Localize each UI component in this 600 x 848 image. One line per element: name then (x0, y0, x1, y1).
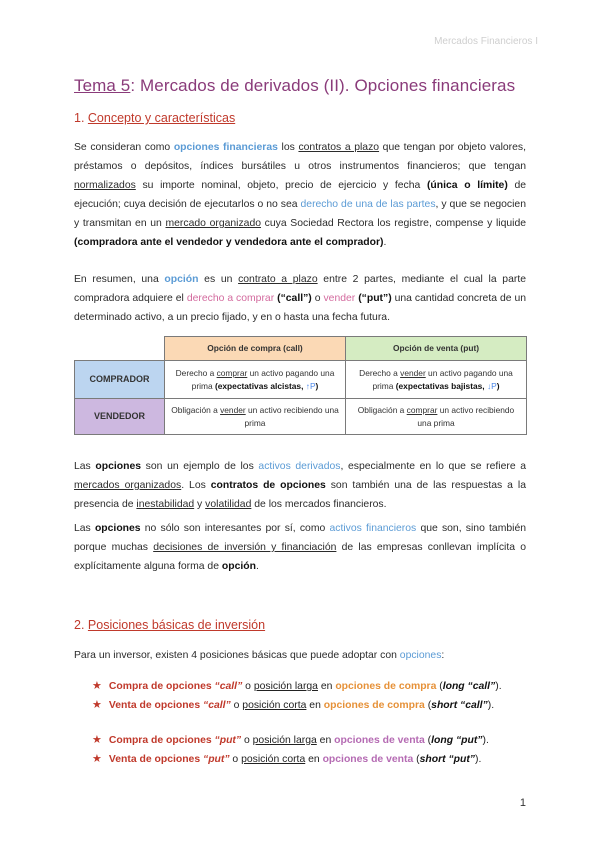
section-2-title: Posiciones básicas de inversión (87, 618, 266, 632)
term-derecho-partes: derecho de una de las partes (300, 198, 436, 210)
star-icon: ★ (92, 753, 102, 765)
bullet-list-put (92, 731, 489, 769)
paragraph-5: Para un inversor, existen 4 posiciones básicas que puede adoptar con opciones: (74, 650, 445, 661)
page-number: 1 (519, 797, 526, 809)
term-activos-derivados: activos derivados (258, 461, 341, 472)
list-item: ★ Venta de opciones “call” o posición corta en opciones de compra (short “call”). (92, 699, 495, 711)
term-put: (“put”) (358, 292, 392, 304)
list-item: ★ Compra de opciones “put” o posición larga en opciones de venta (long “put”). (92, 734, 489, 746)
section-1-number: 1. (74, 111, 88, 125)
term-contratos-opciones: contratos de opciones (210, 479, 326, 491)
table-row-comprador: COMPRADOR (75, 361, 165, 399)
list-item: ★ Venta de opciones “put” o posición corta en opciones de venta (short “put”). (92, 753, 482, 765)
title-sep: : (130, 76, 136, 95)
paragraph-2: En resumen, una opción es un contrato a plazo entre 2 partes, mediante el cual la parte compradora adquiere el derecho a comprar (“call”) o vender (“put”) una cantidad concreta de un determinado activo, a un precio fijado, y en o hasta una fecha futura. (74, 274, 527, 323)
term-contratos-a-plazo: contratos a plazo (298, 142, 380, 153)
cell-vendedor-put: Obligación a comprar un activo recibiendo una prima (346, 399, 527, 435)
term-volatilidad: volatilidad (205, 498, 252, 510)
term-compradora-vendedora: (compradora ante el vendedor y vendedora ante el comprador) (74, 236, 384, 248)
term-opcion: opción (164, 274, 199, 285)
section-2-number: 2. (74, 618, 88, 632)
cell-vendedor-call: Obligación a vender un activo recibiendo una prima (165, 399, 346, 435)
title-text: Mercados de derivados (II). Opciones financieras (135, 76, 516, 95)
star-icon: ★ (92, 734, 102, 746)
bullet-list-call (92, 677, 502, 715)
options-table (74, 336, 527, 435)
term-contrato-a-plazo: contrato a plazo (238, 274, 318, 285)
term-mercados-organizados: mercados organizados (74, 479, 182, 491)
cell-comprador-put: Derecho a vender un activo pagando una prima (expectativas bajistas, ↓P) (346, 361, 527, 399)
table-header-put: Opción de venta (put) (346, 337, 527, 361)
section-1-heading (74, 111, 235, 125)
section-2-heading (74, 618, 265, 632)
list-item: ★ Compra de opciones “call” o posición larga en opciones de compra (long “call”). (92, 680, 502, 692)
table-header-call: Opción de compra (call) (165, 337, 346, 361)
term-call: (“call”) (277, 292, 312, 304)
paragraph-4: Las opciones no sólo son interesantes por sí, como activos financieros que son, sino también porque muchas decisiones de inversión y financiación de las empresas conllevan implícita o explícitamente alguna forma de opción. (74, 523, 527, 572)
table-row-vendedor: VENDEDOR (75, 399, 165, 435)
document-header: Mercados Financieros I (434, 36, 538, 47)
term-derecho-comprar: derecho a comprar (186, 292, 275, 304)
term-mercado-organizado: mercado organizado (165, 217, 262, 229)
term-normalizados: normalizados (74, 179, 136, 191)
table-corner (75, 337, 165, 361)
paragraph-3: Las opciones son un ejemplo de los activos derivados, especialmente en lo que se refiere a mercados organizados. Los contratos de opciones son también una de las respuestas a la presencia de inestabilidad y volatilidad de los mercados financieros. (74, 461, 527, 510)
term-activos-financieros: activos financieros (329, 523, 417, 534)
term-decisiones: decisiones de inversión y financiación (153, 541, 337, 553)
star-icon: ★ (92, 680, 102, 692)
section-1-title: Concepto y características (87, 111, 236, 125)
term-opciones-financieras: opciones financieras (173, 142, 278, 153)
paragraph-1: Se consideran como opciones financieras los contratos a plazo que tengan por objeto valores, préstamos o depósitos, índices bursátiles u otros instrumentos financieros; que tengan normalizados su importe nominal, objeto, precio de ejercicio y fecha (única o límite) de ejecución; cuya decisión de ejecutarlos o no sea derecho de una de las partes, y que se negocien y transmitan en un mercado organizado cuya Sociedad Rectora los registre, compense y liquide (compradora ante el vendedor y vendedora ante el comprador). (74, 142, 527, 248)
term-vender: vender (323, 292, 356, 304)
title-number: Tema 5 (74, 76, 131, 95)
term-opciones: opciones (399, 650, 442, 661)
term-unica-limite: (única o límite) (426, 179, 508, 191)
star-icon: ★ (92, 699, 102, 711)
page-title (74, 76, 515, 96)
term-inestabilidad: inestabilidad (136, 498, 195, 510)
cell-comprador-call: Derecho a comprar un activo pagando una prima (expectativas alcistas, ↑P) (165, 361, 346, 399)
